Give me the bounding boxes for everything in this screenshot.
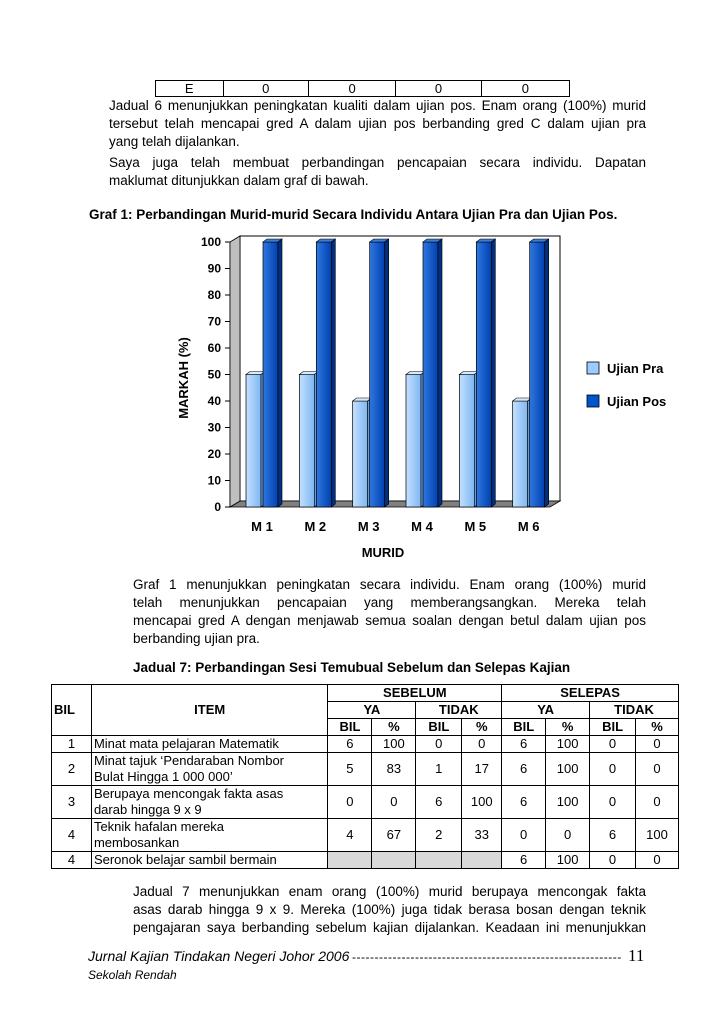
row-value: 0	[372, 786, 416, 819]
y-tick-label: 70	[207, 314, 221, 329]
bar-side	[331, 239, 335, 507]
row-value: 100	[372, 736, 416, 753]
graph-title: Graf 1: Perbandingan Murid-murid Secara Individu Antara Ujian Pra dan Ujian Pos.	[89, 207, 618, 222]
item-line: Minat mata pelajaran Matematik	[93, 736, 279, 751]
bar-ujian-pra-m5	[459, 372, 478, 508]
text-line: asas darab hingga 9 x 9. Mereka (100%) juga tidak berasa bosan dengan teknik	[133, 902, 646, 917]
legend-label-ujian-pos: Ujian Pos	[607, 394, 667, 409]
x-tick-label: M 5	[464, 519, 487, 534]
row-value: 67	[372, 819, 416, 852]
bar-chart	[150, 228, 710, 568]
header-tidak: TIDAK	[416, 702, 502, 719]
header-percent: %	[636, 719, 679, 736]
header-bil: BIL	[328, 719, 372, 736]
header-bil: BIL	[52, 685, 92, 736]
legend	[587, 361, 666, 409]
row-value	[328, 852, 372, 869]
bar-front	[476, 242, 491, 507]
row-number: 3	[52, 786, 92, 819]
row-item	[91, 852, 328, 869]
row-number: 4	[52, 852, 92, 869]
footer-school-level: Sekolah Rendah	[88, 968, 177, 982]
table-row	[52, 819, 679, 852]
row-value: 0	[502, 819, 546, 852]
bar-ujian-pos-m2	[316, 239, 335, 507]
bar-ujian-pra-m4	[406, 372, 425, 508]
row-value: 100	[462, 786, 502, 819]
row-value: 6	[590, 819, 636, 852]
text-line: Saya juga telah membuat perbandingan pencapaian secara individu. Dapatan	[109, 155, 646, 170]
item-line: Bulat Hingga 1 000 000’	[93, 769, 233, 784]
table-row	[52, 786, 679, 819]
row-value: 100	[546, 736, 590, 753]
y-tick-label: 0	[214, 500, 221, 514]
table-cell: 0	[308, 81, 395, 97]
bar-ujian-pra-m3	[353, 398, 372, 507]
header-ya: YA	[328, 702, 416, 719]
row-value: 0	[590, 736, 636, 753]
row-value: 0	[636, 852, 679, 869]
row-value: 6	[328, 736, 372, 753]
table-row	[52, 753, 679, 786]
y-tick-label: 20	[207, 447, 221, 461]
text-line: yang telah dijalankan.	[109, 134, 240, 149]
x-tick-label: M 4	[411, 519, 433, 534]
table7-title: Jadual 7: Perbandingan Sesi Temubual Sebelum dan Selepas Kajian	[133, 660, 571, 675]
paragraph-individual-comparison	[109, 154, 646, 190]
row-value: 6	[502, 852, 546, 869]
item-line: Minat tajuk ‘Pendaraban Nombor	[93, 753, 285, 768]
row-value: 0	[636, 786, 679, 819]
x-tick-label: M 1	[251, 519, 273, 534]
bar-side	[545, 239, 549, 507]
row-value: 0	[636, 736, 679, 753]
row-value: 83	[372, 753, 416, 786]
plot-side-wall	[230, 236, 240, 507]
table-cell: 0	[223, 81, 308, 97]
bar-front	[316, 242, 331, 507]
text-line: tersebut telah mencapai gred A dalam ujian pos berbanding gred C dalam ujian pra	[109, 116, 646, 131]
bar-ujian-pos-m4	[423, 239, 442, 507]
table-header-row	[52, 685, 679, 702]
table-cell: 0	[396, 81, 481, 97]
text-line: Graf 1 menunjukkan peningkatan secara individu. Enam orang (100%) murid	[133, 577, 646, 592]
bar-side	[438, 239, 442, 507]
x-axis-label: MURID	[361, 545, 405, 560]
item-line: darab hingga 9 x 9	[93, 802, 202, 817]
y-tick-label: 100	[200, 235, 221, 249]
row-value: 6	[502, 736, 546, 753]
bar-front	[299, 375, 314, 508]
bar-side	[385, 239, 389, 507]
row-value: 2	[416, 819, 462, 852]
y-axis-label: MARKAH (%)	[176, 337, 191, 419]
y-axis-ticks	[201, 235, 230, 514]
legend-swatch-ujian-pra	[587, 362, 599, 374]
row-value: 100	[546, 786, 590, 819]
row-value	[462, 852, 502, 869]
header-selepas: SELEPAS	[502, 685, 679, 702]
row-value: 0	[416, 736, 462, 753]
table-6-last-row	[155, 80, 570, 97]
row-value: 100	[546, 852, 590, 869]
bar-ujian-pra-m6	[513, 398, 532, 507]
table-7	[51, 684, 679, 869]
text-line: maklumat ditunjukkan dalam graf di bawah.	[109, 173, 369, 188]
bar-ujian-pra-m2	[299, 372, 318, 508]
header-tidak: TIDAK	[590, 702, 679, 719]
header-ya: YA	[502, 702, 590, 719]
paragraph-table7-summary	[133, 883, 646, 937]
bar-front	[406, 375, 421, 508]
bar-front	[513, 401, 528, 507]
row-number: 1	[52, 736, 92, 753]
bar-ujian-pos-m6	[530, 239, 549, 507]
row-value: 6	[502, 753, 546, 786]
y-tick-label: 50	[207, 367, 221, 382]
row-value: 33	[462, 819, 502, 852]
item-line: Berupaya mencongak fakta asas	[93, 786, 284, 801]
row-value: 0	[590, 852, 636, 869]
legend-swatch-ujian-pos	[587, 395, 599, 407]
bar-front	[459, 375, 474, 508]
item-line: membosankan	[93, 835, 180, 850]
row-value	[416, 852, 462, 869]
y-tick-label: 10	[207, 473, 221, 488]
header-sebelum: SEBELUM	[328, 685, 502, 702]
row-item	[91, 736, 328, 753]
text-line: mencapai gred A dengan menjawab semua soalan dengan betul dalam ujian pos	[133, 613, 646, 628]
x-axis-ticks	[251, 519, 539, 534]
bar-ujian-pos-m3	[370, 239, 389, 507]
bar-ujian-pos-m5	[476, 239, 495, 507]
table-row	[52, 736, 679, 753]
item-line: Seronok belajar sambil bermain	[93, 852, 277, 867]
text-line: Jadual 7 menunjukkan enam orang (100%) murid berupaya mencongak fakta	[133, 884, 646, 899]
row-value: 0	[462, 736, 502, 753]
row-number: 2	[52, 753, 92, 786]
header-bil: BIL	[590, 719, 636, 736]
row-value: 6	[502, 786, 546, 819]
table-row	[156, 81, 570, 97]
bar-ujian-pra-m1	[246, 372, 265, 508]
bar-ujian-pos-m1	[263, 239, 282, 507]
header-percent: %	[546, 719, 590, 736]
text-line: telah menunjukkan pencapaian yang memberangsangkan. Mereka telah	[133, 595, 646, 610]
footer-dashes: ------------------------------------------------------------	[352, 950, 622, 964]
x-tick-label: M 3	[357, 519, 380, 534]
page-number: 11	[628, 946, 645, 965]
y-tick-label: 40	[207, 394, 221, 408]
text-line: Jadual 6 menunjukkan peningkatan kualiti dalam ujian pos. Enam orang (100%) murid	[109, 98, 646, 113]
x-tick-label: M 6	[517, 519, 540, 534]
bar-side	[278, 239, 282, 507]
row-value: 0	[328, 786, 372, 819]
bar-front	[263, 242, 278, 507]
text-line: pengajaran saya berbanding sebelum kajian dijalankan. Keadaan ini menunjukkan	[133, 920, 646, 935]
row-value: 0	[636, 753, 679, 786]
row-number: 4	[52, 819, 92, 852]
row-item	[91, 753, 328, 786]
row-value: 4	[328, 819, 372, 852]
row-value: 17	[462, 753, 502, 786]
y-tick-label: 90	[207, 261, 221, 276]
y-tick-label: 80	[207, 288, 221, 302]
bar-front	[423, 242, 438, 507]
row-value: 5	[328, 753, 372, 786]
row-value: 0	[590, 786, 636, 819]
y-tick-label: 30	[207, 420, 221, 435]
table-cell: E	[156, 81, 224, 97]
row-value: 100	[546, 753, 590, 786]
row-item	[91, 786, 328, 819]
header-bil: BIL	[416, 719, 462, 736]
row-value: 6	[416, 786, 462, 819]
y-tick-label: 60	[207, 341, 221, 355]
footer-journal-title: Jurnal Kajian Tindakan Negeri Johor 2006	[88, 948, 350, 964]
header-bil: BIL	[502, 719, 546, 736]
row-value: 100	[636, 819, 679, 852]
bar-front	[370, 242, 385, 507]
text-line: berbanding ujian pra.	[133, 631, 260, 646]
bar-front	[530, 242, 545, 507]
x-tick-label: M 2	[304, 519, 327, 534]
item-line: Teknik hafalan mereka	[93, 819, 225, 834]
header-percent: %	[462, 719, 502, 736]
table-cell: 0	[481, 81, 569, 97]
header-percent: %	[372, 719, 416, 736]
paragraph-table6-summary	[109, 97, 646, 151]
bar-front	[353, 401, 368, 507]
legend-label-ujian-pra: Ujian Pra	[607, 361, 664, 376]
plot-back-wall	[240, 236, 560, 501]
paragraph-graph-summary	[133, 576, 646, 648]
row-value: 0	[590, 753, 636, 786]
row-value: 1	[416, 753, 462, 786]
row-value	[372, 852, 416, 869]
row-value: 0	[546, 819, 590, 852]
table-row	[52, 852, 679, 869]
bar-front	[246, 375, 261, 508]
row-item	[91, 819, 328, 852]
header-item: ITEM	[91, 685, 328, 736]
bar-side	[491, 239, 495, 507]
